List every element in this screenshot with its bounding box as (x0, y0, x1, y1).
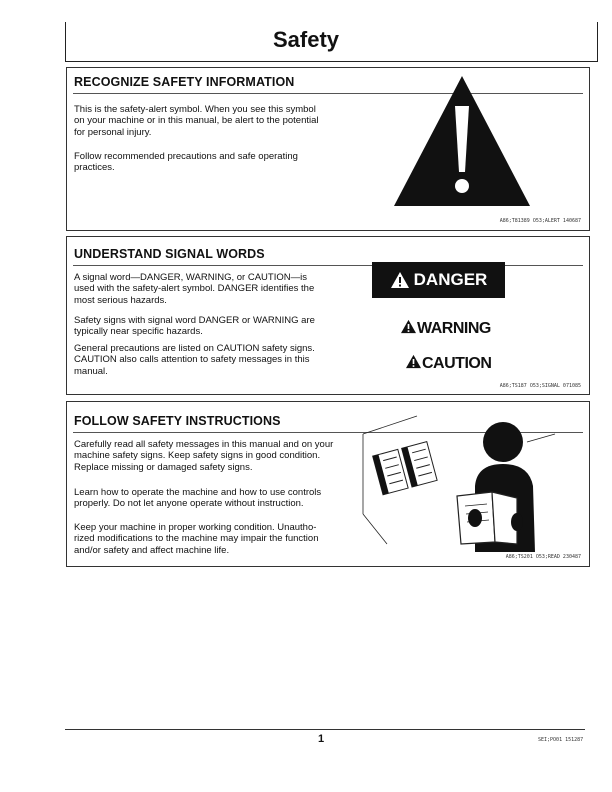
danger-sign (372, 262, 505, 298)
image-code: A86;TS201 O53;READ 230487 (505, 554, 581, 560)
alert-symbol-icon (405, 354, 422, 369)
alert-symbol-icon (400, 319, 417, 334)
section-follow-instructions (66, 401, 590, 567)
caution-label: CAUTION (422, 355, 492, 372)
warning-sign (400, 319, 491, 338)
caution-sign (405, 354, 491, 373)
paragraph: This is the safety-alert symbol. When you see this symbol on your machine or in this manual, be alert to the potential for personal injury. (74, 104, 319, 138)
warning-label: WARNING (417, 320, 491, 337)
person-reading-manual-icon (357, 414, 557, 556)
page-title: Safety (272, 27, 340, 52)
page-number: 1 (318, 733, 325, 745)
paragraph: A signal word—DANGER, WARNING, or CAUTION—is used with the safety-alert symbol. DANGER identifies the most serious hazards. (74, 272, 315, 306)
paragraph: Safety signs with signal word DANGER or WARNING are typically near specific hazards. (74, 315, 315, 338)
paragraph: Learn how to operate the machine and how to use controls properly. Do not let anyone operate without instruction. (74, 487, 322, 510)
section-recognize-safety (66, 67, 590, 231)
footer-code: SEI;PO01 151287 (538, 737, 584, 743)
footer-rule (65, 729, 585, 730)
paragraph: Follow recommended precautions and safe operating practices. (74, 151, 298, 174)
section-title: FOLLOW SAFETY INSTRUCTIONS (74, 414, 281, 428)
section-title: RECOGNIZE SAFETY INFORMATION (74, 75, 295, 89)
section-signal-words (66, 236, 590, 395)
paragraph: Carefully read all safety messages in this manual and on your machine safety signs. Keep safety signs in good condition. Replace missing or damaged safety signs. (74, 439, 334, 473)
section-title: UNDERSTAND SIGNAL WORDS (74, 247, 265, 261)
danger-label: DANGER (413, 270, 488, 289)
image-code: A86;T81389 O53;ALERT 140687 (499, 218, 581, 224)
alert-triangle-icon (392, 74, 532, 208)
header-rule (65, 61, 598, 62)
image-code: A86;TS187 O53;SIGNAL 071085 (499, 383, 581, 389)
paragraph: General precautions are listed on CAUTION safety signs. CAUTION also calls attention to safety messages in this manual. (74, 343, 315, 377)
section-rule (73, 265, 583, 266)
paragraph: Keep your machine in proper working condition. Unautho- rized modifications to the machine may impair the function and/or safety and affect machine life. (74, 522, 319, 556)
alert-symbol-icon (390, 271, 410, 289)
